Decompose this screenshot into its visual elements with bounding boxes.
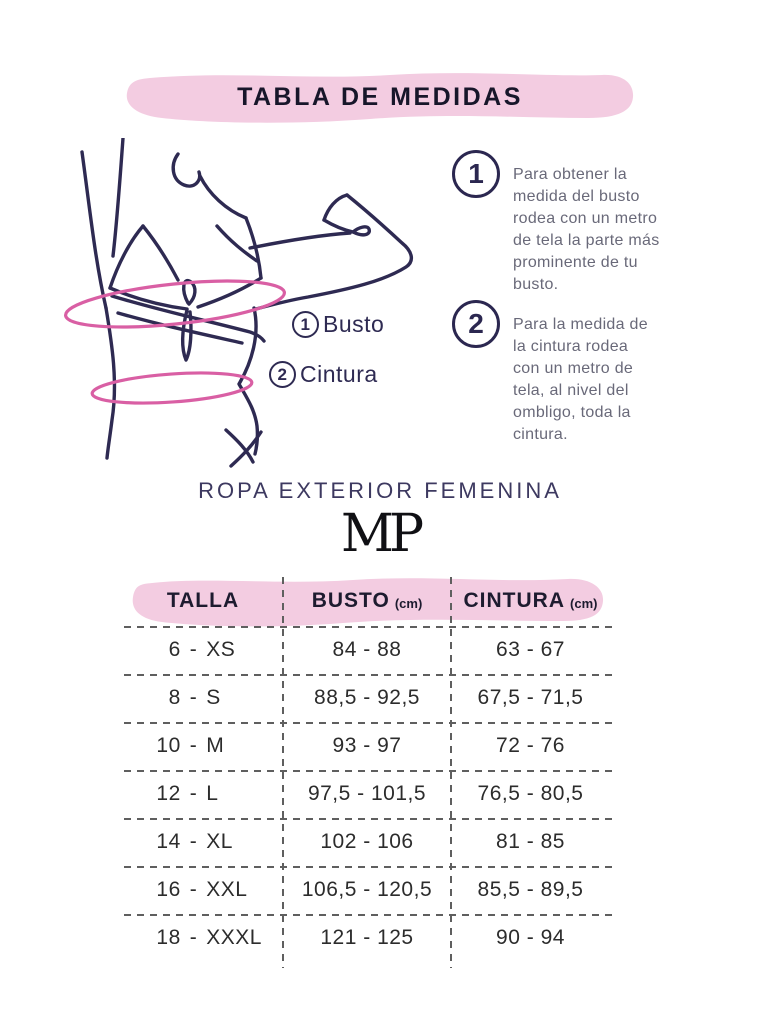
size-separator: -: [189, 686, 198, 709]
busto-cell: 88,5 - 92,5: [314, 686, 420, 709]
measurement-figure: [40, 138, 440, 470]
size-number: 12: [156, 782, 181, 805]
talla-cell: [128, 866, 283, 914]
column-header-busto: [283, 574, 451, 628]
busto-cell: 93 - 97: [332, 734, 402, 757]
column-label: TALLA: [166, 589, 240, 612]
instruction-line: con un metro de: [513, 360, 634, 377]
page-title: TABLA DE MEDIDAS: [237, 82, 523, 111]
body-outline: [82, 138, 411, 466]
table-row: [128, 866, 610, 914]
title-banner: [120, 68, 640, 126]
table-row: [128, 770, 610, 818]
instruction-line: ombligo, toda la: [513, 404, 631, 421]
instruction-2-badge: 2: [452, 300, 500, 348]
size-number: 8: [168, 686, 181, 709]
cintura-cell: 81 - 85: [496, 830, 565, 853]
talla-cell: [128, 818, 283, 866]
size-letter: XL: [206, 830, 233, 853]
bust-label-text: Busto: [323, 311, 385, 337]
column-label: CINTURA: [463, 589, 566, 612]
table-header-row: [128, 574, 610, 628]
column-unit: (cm): [570, 596, 598, 611]
size-separator: -: [189, 782, 198, 805]
talla-cell: [128, 722, 283, 770]
waist-label-text: Cintura: [300, 361, 378, 387]
bust-number-badge: 1: [292, 311, 319, 338]
size-separator: -: [189, 926, 198, 949]
table-row: [128, 722, 610, 770]
size-letter: S: [206, 686, 221, 709]
instruction-line: cintura.: [513, 426, 568, 443]
column-unit: (cm): [394, 596, 423, 611]
instruction-waist: [452, 300, 713, 446]
instruction-line: tela, al nivel del: [513, 382, 629, 399]
instruction-2-text: [513, 300, 713, 446]
table-row: [128, 626, 610, 674]
instruction-line: Para la medida de: [513, 316, 648, 333]
busto-cell: 121 - 125: [320, 926, 414, 949]
cintura-cell: 85,5 - 89,5: [477, 878, 584, 901]
size-letter: XS: [206, 638, 236, 661]
talla-cell: [128, 770, 283, 818]
size-letter: XXXL: [206, 926, 262, 949]
busto-cell: 97,5 - 101,5: [307, 782, 427, 805]
instruction-line: medida del busto: [513, 188, 640, 205]
waist-label: [269, 361, 378, 388]
size-letter: XXL: [206, 878, 248, 901]
size-number: 10: [156, 734, 181, 757]
busto-cell: 84 - 88: [332, 638, 402, 661]
instruction-1-badge: 1: [452, 150, 500, 198]
talla-cell: [128, 626, 283, 674]
talla-cell: [128, 914, 283, 962]
size-separator: -: [189, 878, 198, 901]
instruction-bust: [452, 150, 713, 296]
instruction-line: prominente de tu: [513, 254, 638, 271]
table-row: [128, 914, 610, 962]
size-separator: -: [189, 734, 198, 757]
column-header-cintura: [451, 574, 610, 628]
column-label: BUSTO: [311, 589, 390, 612]
cintura-cell: 72 - 76: [496, 734, 565, 757]
instruction-line: Para obtener la: [513, 166, 627, 183]
size-letter: L: [206, 782, 219, 805]
instruction-1-text: [513, 150, 713, 296]
brand-logo: MP: [340, 504, 420, 564]
table-row: [128, 818, 610, 866]
cintura-cell: 67,5 - 71,5: [477, 686, 584, 709]
bust-label: [292, 311, 384, 338]
instruction-line: la cintura rodea: [513, 338, 629, 355]
measure-ellipses: [64, 273, 287, 408]
size-separator: -: [189, 830, 198, 853]
size-number: 14: [156, 830, 181, 853]
talla-cell: [128, 674, 283, 722]
size-letter: M: [206, 734, 225, 757]
column-header-talla: [128, 574, 283, 628]
busto-cell: 102 - 106: [320, 830, 414, 853]
size-table: [128, 574, 610, 970]
figure-illustration: [40, 138, 440, 470]
size-separator: -: [189, 638, 198, 661]
instruction-line: rodea con un metro: [513, 210, 658, 227]
section-title: ROPA EXTERIOR FEMENINA: [198, 478, 562, 503]
instruction-line: busto.: [513, 276, 559, 293]
cintura-cell: 76,5 - 80,5: [477, 782, 584, 805]
cintura-cell: 63 - 67: [496, 638, 565, 661]
instruction-line: de tela la parte más: [513, 232, 660, 249]
cintura-cell: 90 - 94: [496, 926, 565, 949]
waist-number-badge: 2: [269, 361, 296, 388]
size-number: 16: [156, 878, 181, 901]
size-number: 6: [168, 638, 181, 661]
size-number: 18: [156, 926, 181, 949]
busto-cell: 106,5 - 120,5: [301, 878, 433, 901]
table-row: [128, 674, 610, 722]
